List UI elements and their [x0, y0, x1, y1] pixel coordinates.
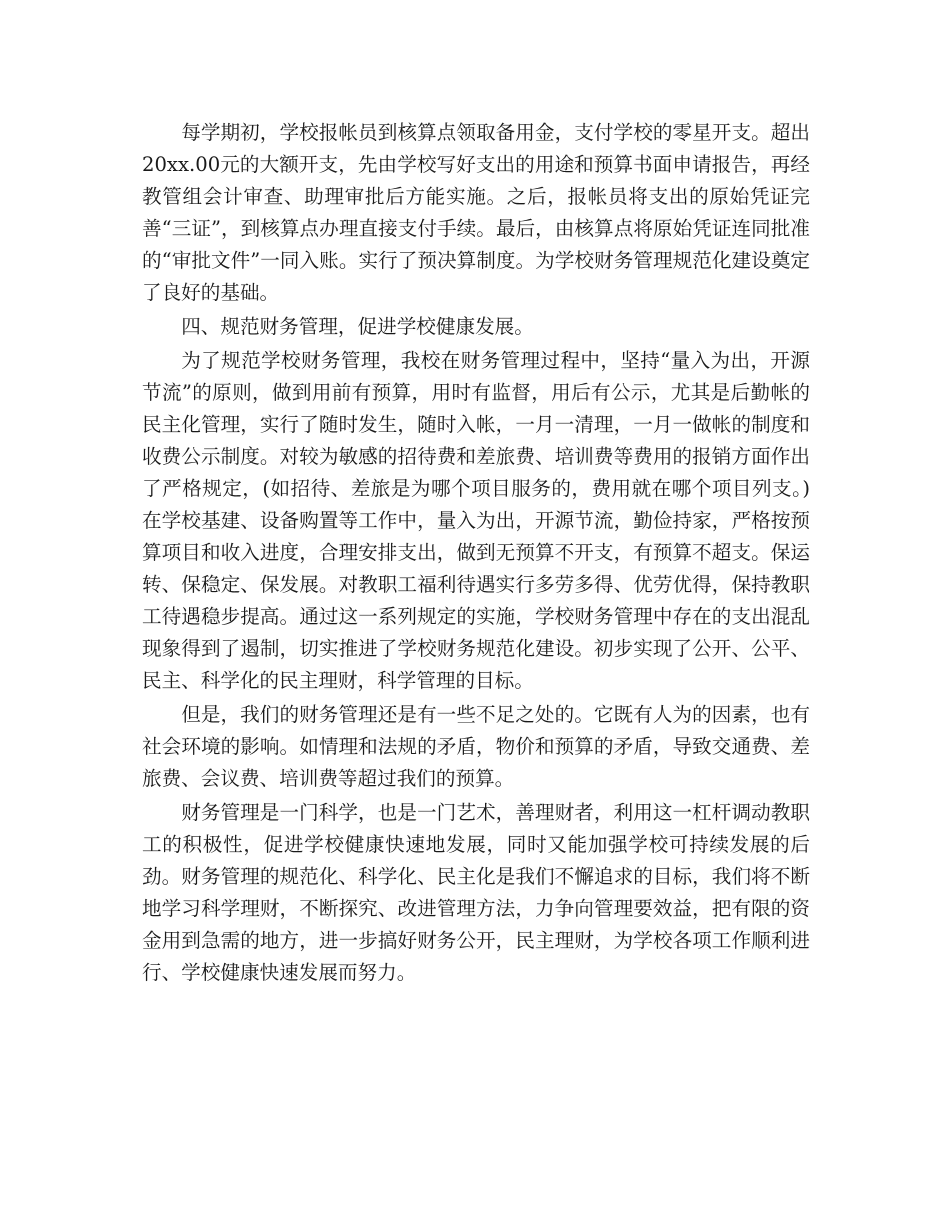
document-body — [142, 117, 810, 989]
section-heading-four: 四、规范财务管理，促进学校健康发展。 — [181, 315, 534, 338]
paragraph-conclusion: 财务管理是一门科学，也是一门艺术，善理财者，利用这一杠杆调动教职工的积极性，促进学校健康快速地发展，同时又能加强学校可持续发展的后劲。财务管理的规范化、科学化、民主化是我们不懈追求的目标，我们将不断地学习科学理财，不断探究、改进管理方法，力争向管理要效益，把有限的资金用到急需的地方，进一步搞好财务公开，民主理财，为学校各项工作顺利进行、学校健康快速发展而努力。 — [142, 801, 810, 984]
paragraph-shortcomings: 但是，我们的财务管理还是有一些不足之处的。它既有人为的因素，也有社会环境的影响。如情理和法规的矛盾，物价和预算的矛盾，导致交通费、差旅费、会议费、培训费等超过我们的预算。 — [142, 703, 810, 790]
paragraph-standardize-management: 为了规范学校财务管理，我校在财务管理过程中，坚持“量入为出，开源节流”的原则，做到用前有预算，用时有监督，用后有公示，尤其是后勤帐的民主化管理，实行了随时发生，随时入帐，一月一清理，一月一做帐的制度和收费公示制度。对较为敏感的招待费和差旅费、培训费等费用的报销方面作出了严格规定，(如招待、差旅是为哪个项目服务的，费用就在哪个项目列支。)在学校基建、设备购置等工作中，量入为出，开源节流，勤俭持家，严格按预算项目和收入进度，合理安排支出，做到无预算不开支，有预算不超支。保运转、保稳定、保发展。对教职工福利待遇实行多劳多得、优劳优得，保持教职工待遇稳步提高。通过这一系列规定的实施，学校财务管理中存在的支出混乱现象得到了遏制，切实推进了学校财务规范化建设。初步实现了公开、公平、民主、科学化的民主理财，科学管理的目标。 — [142, 349, 810, 692]
paragraph-budget-procedure: 每学期初，学校报帐员到核算点领取备用金，支付学校的零星开支。超出20xx.00元的大额开支，先由学校写好支出的用途和预算书面申请报告，再经教管组会计审查、助理审批后方能实施。之后，报帐员将支出的原始凭证完善“三证”，到核算点办理直接支付手续。最后，由核算点将原始凭证连同批准的“审批文件”一同入账。实行了预决算制度。为学校财务管理规范化建设奠定了良好的基础。 — [142, 121, 810, 304]
